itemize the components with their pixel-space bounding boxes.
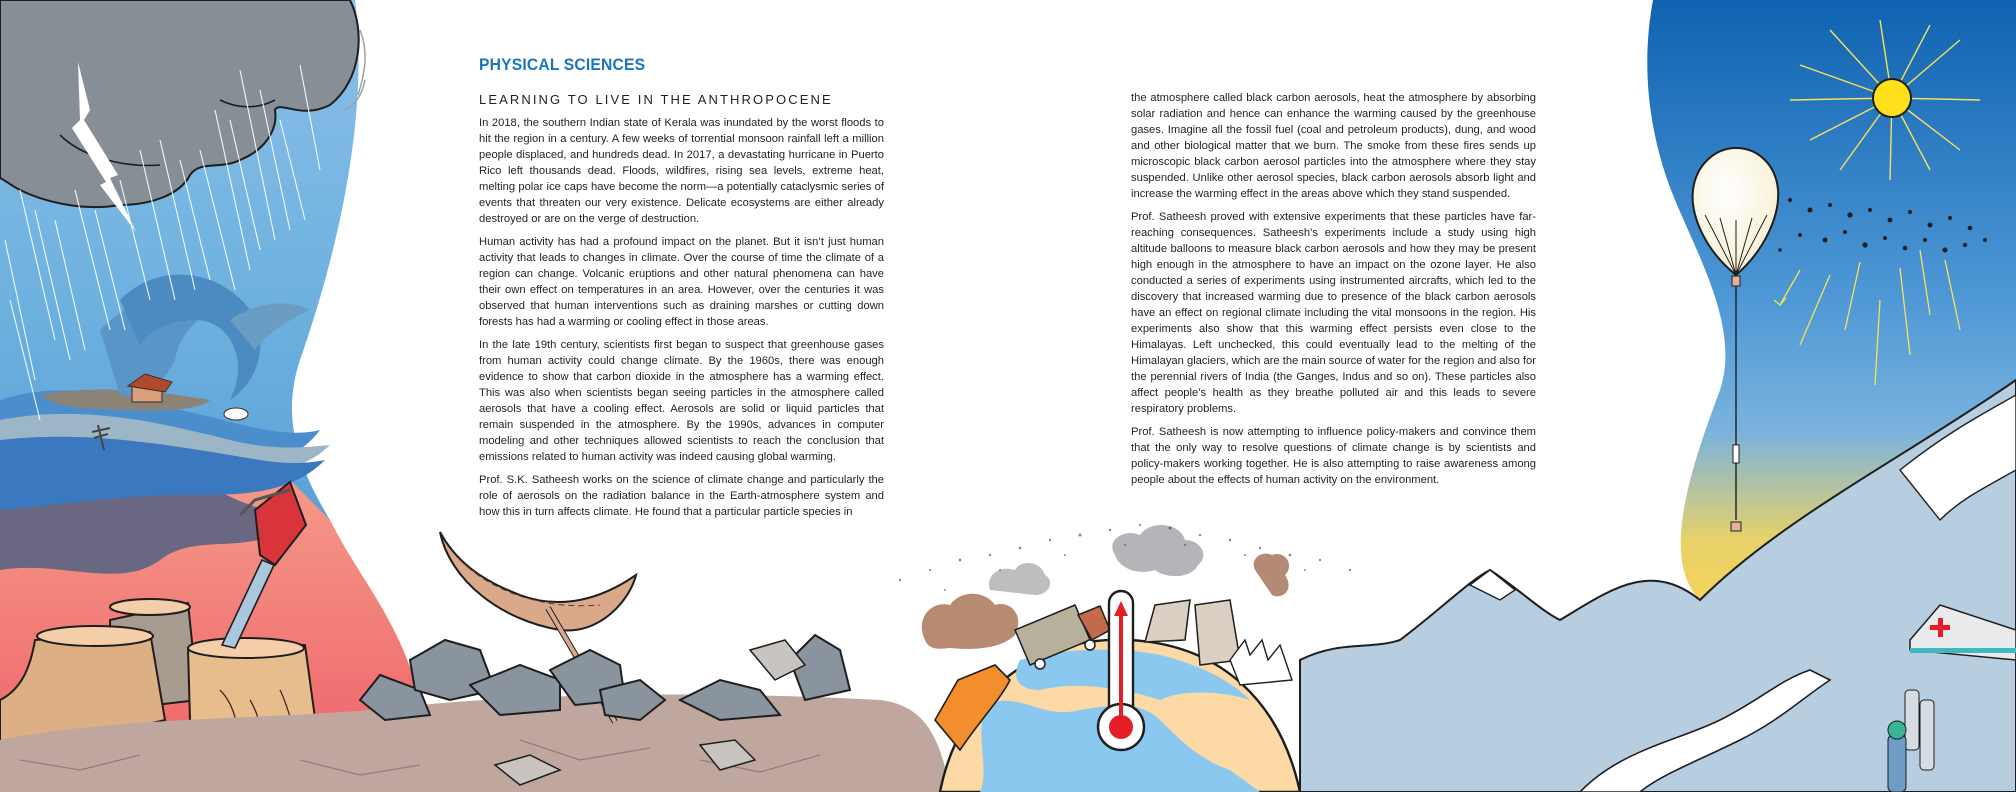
flood-scene xyxy=(0,0,420,792)
paragraph: In the late 19th century, scientists first began to suspect that greenhouse gases from human activity could change climate. By the 1960s, there was enough evidence to show that carbon dioxide in the atmosphere has a warming effect. This was also when scientists began seeing particles in the atmosphere called aerosols that have a cooling effect. Aerosols are solid or liquid particles that remain suspended in the atmosphere. By the 1990s, advances in computer modeling and other techniques allowed scientists to reach the conclusion that emissions related to human activity was indeed causing global warming. xyxy=(479,339,884,463)
factory-smoke xyxy=(1112,525,1203,576)
paragraph: Prof. Satheesh is now attempting to influence policy-makers and convince them that the only way to resolve questions of climate change is by scientists and policy-makers working together. He is also attempting to raise awareness among people about the effects of human activity on the environment. xyxy=(1131,426,1536,486)
paragraph: Prof. Satheesh proved with extensive experiments that these particles have far-reaching consequences. Satheesh’s experiments include a study using high altitude balloons to measure black carbon aerosols and how they may be present high enough in the atmosphere to have an impact on the ozone layer. He also conducted a series of experiments using instrumented aircrafts, which led to the discovery that increased warming due to presence of the black carbon aerosols have an effect on regional climate including the vital monsoons in the region. His experiments also show that this warming effect persists even close to the Himalayas. Left unchecked, this could eventually lead to the melting of the Himalayan glaciers, which are the main source of water for the region and also for the perennial rivers of India (the Ganges, Indus and so on). These particles also affect people’s health as they breathe polluted air and this leads to severe respiratory problems. xyxy=(1131,211,1536,415)
paragraph: the atmosphere called black carbon aerosols, heat the atmosphere by absorbing solar radiation and hence can enhance the warming caused by the greenhouse gases. Imagine all the fossil fuel (coal and petroleum products), dung, and wood and other biological matter that we burn. The smoke from these fires sends up microscopic black carbon aerosol particles into the atmosphere where they stay suspended. Unlike other aerosol species, black carbon aerosols absorb light and increase the warming effect in the areas above which they stand suspended. xyxy=(1131,92,1536,200)
paragraph: Prof. S.K. Satheesh works on the science of climate change and particularly the role of aerosols on the radiation balance in the Earth-atmosphere system and how this in turn affects climate. He found that a particular particle species in xyxy=(479,474,884,518)
factory-icon xyxy=(1230,640,1292,685)
left-text-column xyxy=(479,115,884,527)
car-icon xyxy=(224,408,248,420)
right-text-column xyxy=(1131,90,1536,495)
paragraph: In 2018, the southern Indian state of Kerala was inundated by the worst floods to hit the region in a century. A few weeks of torrential monsoon rainfall left a million people displaced, and hundreds dead. In 2017, a devastating hurricane in Puerto Rico left thousands dead. Floods, wildfires, rising sea levels, extreme heat, melting polar ice caps have become the norm—a potentially cataclysmic series of events that threaten our very existence. Delicate ecosystems are either already destroyed or are on the verge of destruction. xyxy=(479,117,884,225)
section-label: PHYSICAL SCIENCES xyxy=(479,55,646,74)
article-title: LEARNING TO LIVE IN THE ANTHROPOCENE xyxy=(479,92,833,107)
paragraph: Human activity has had a profound impact on the planet. But it isn’t just human activity that leads to changes in climate. Over the course of time the climate of a region can change. Volcanic eruptions and other natural phenomena can have their own effect on temperatures in an area. However, over the centuries it was observed that human interventions such as draining marshes or cutting down forests has had a warming or cooling effect in those areas. xyxy=(479,236,884,328)
